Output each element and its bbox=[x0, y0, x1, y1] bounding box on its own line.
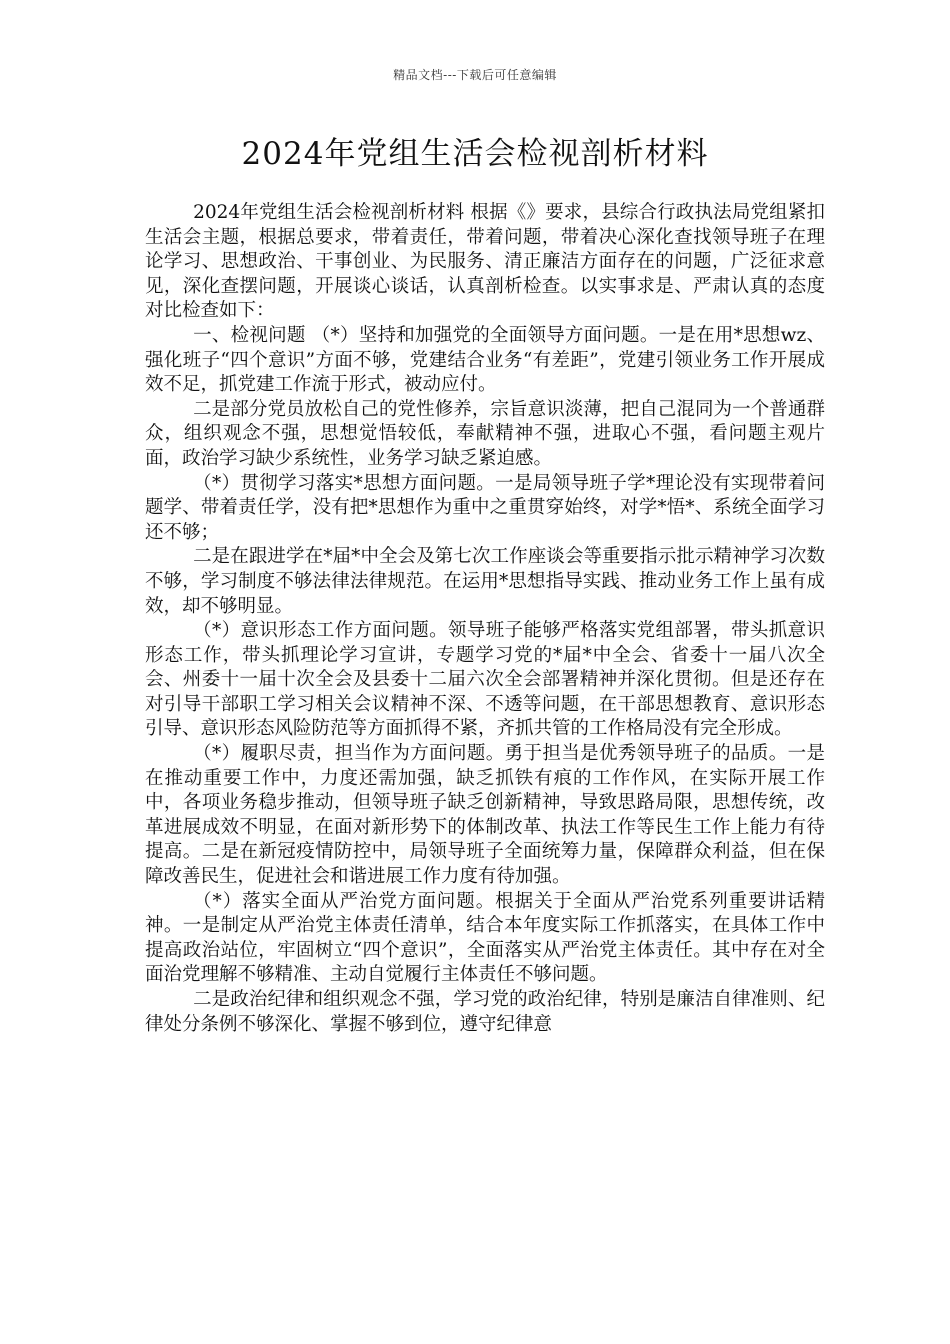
document-title: 2024年党组生活会检视剖析材料 bbox=[241, 136, 709, 172]
paragraph: 二是在跟进学在*届*中全会及第七次工作座谈会等重要指示批示精神学习次数不够，学习制度不够法律法律规范。在运用*思想指导实践、推动业务工作上虽有成效，却不够明显。 bbox=[145, 546, 825, 617]
paragraph: （*）落实全面从严治党方面问题。根据关于全面从严治党系列重要讲话精神。一是制定从严治党主体责任清单，结合本年度实际工作抓落实，在具体工作中提高政治站位，牢固树立“四个意识”，全面落实从严治党主体责任。其中存在对全面治党理解不够精准、主动自觉履行主体责任不够问题。 bbox=[145, 890, 825, 986]
paragraph: （*）履职尽责，担当作为方面问题。勇于担当是优秀领导班子的品质。一是在推动重要工作中，力度还需加强，缺乏抓铁有痕的工作作风，在实际开展工作中，各项业务稳步推动，但领导班子缺乏创新精神，导致思路局限，思想传统，改革进展成效不明显，在面对新形势下的体制改革、执法工作等民生工作上能力有待提高。二是在新冠疫情防控中，局领导班子全面统筹力量，保障群众利益，但在保障改善民生，促进社会和谐进展工作力度有待加强。 bbox=[145, 743, 825, 888]
paragraph: 二是政治纪律和组织观念不强，学习党的政治纪律，特别是廉洁自律准则、纪律处分条例不够深化、掌握不够到位，遵守纪律意 bbox=[145, 989, 825, 1035]
paragraph: （*）意识形态工作方面问题。领导班子能够严格落实党组部署，带头抓意识形态工作，带头抓理论学习宣讲，专题学习党的*届*中全会、省委十一届八次全会、州委十一届十次全会及县委十二届六次全会部署精神并深化贯彻。但是还存在对引导干部职工学习相关会议精神不深、不透等问题，在干部思想教育、意识形态引导、意识形态风险防范等方面抓得不紧，齐抓共管的工作格局没有完全形成。 bbox=[145, 620, 825, 740]
document-body bbox=[145, 201, 825, 1037]
paragraph: （*）贯彻学习落实*思想方面问题。一是局领导班子学*理论没有实现带着问题学、带着责任学，没有把*思想作为重中之重贯穿始终，对学*悟*、系统全面学习还不够； bbox=[145, 472, 825, 543]
paragraph-intro: 2024年党组生活会检视剖析材料 根据《》要求，县综合行政执法局党组紧扣生活会主题，根据总要求，带着责任，带着问题，带着决心深化查找领导班子在理论学习、思想政治、干事创业、为民服务、清正廉洁方面存在的问题，广泛征求意见，深化查摆问题，开展谈心谈话，认真剖析检查。以实事求是、严肃认真的态度对比检查如下： bbox=[145, 202, 825, 322]
paragraph: 二是部分党员放松自己的党性修养，宗旨意识淡薄，把自己混同为一个普通群众，组织观念不强，思想觉悟较低，奉献精神不强，进取心不强，看问题主观片面，政治学习缺少系统性，业务学习缺乏紧迫感。 bbox=[145, 398, 825, 469]
paragraph-section-1: 一、检视问题 （*）坚持和加强党的全面领导方面问题。一是在用*思想wz、强化班子“四个意识”方面不够，党建结合业务“有差距”，党建引领业务工作开展成效不足，抓党建工作流于形式，被动应付。 bbox=[145, 324, 825, 396]
header-note: 精品文档---下载后可任意编辑 bbox=[393, 68, 557, 82]
